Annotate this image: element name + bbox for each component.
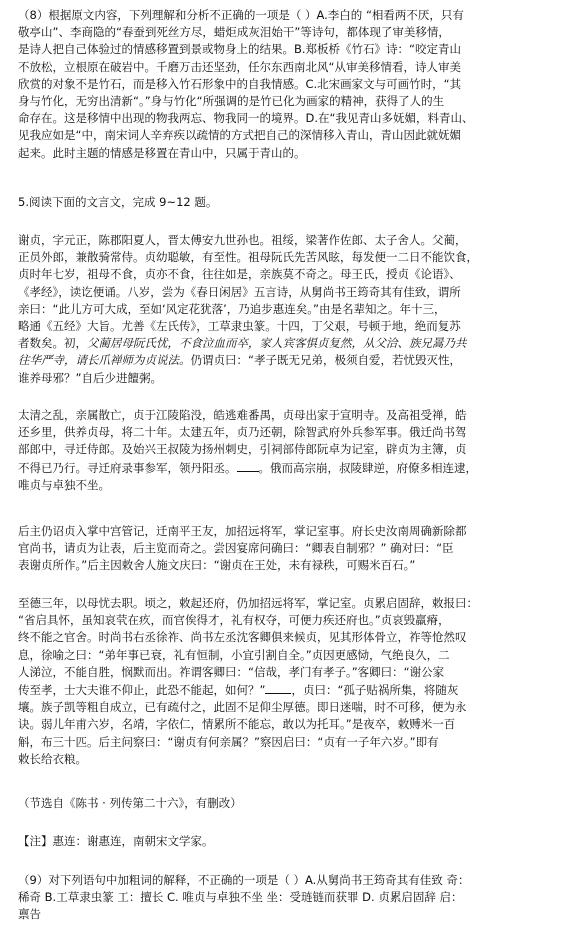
passage-line: 谢贞，字元正，陈郡阳夏人，晋太傅安九世孙也。祖绥，梁著作佐郎、太子舍人。父蔺， xyxy=(18,233,467,247)
passage-line: 还乡里，供养贞母，将二十年。太建五年，贞乃还朝，除智武府外兵参军事。俄迁尚书驾 xyxy=(18,425,467,440)
passage-line xyxy=(18,335,574,352)
passage-line: 斛，布三十匹。后主问察曰：“谢贞有何亲属？”察因启曰：“贞有一子年六岁。”即有 xyxy=(18,734,439,749)
footnote: 【注】惠连：谢惠连，南朝宋文学家。 xyxy=(18,834,214,848)
passage-line: 至德三年，以母忧去职。顷之，敕起还府，仍加招远将军，掌记室。贞累启固辞，敕报曰： xyxy=(18,596,478,610)
passage-text: ，贞曰：“孤子贴祸所集，将随灰 xyxy=(291,683,459,698)
q9-line: 稀奇 B.工草隶虫篆 工：擅长 C. 唯贞与卓独不坐 坐：受琏链而获罪 D. 贞累启固辞 启： xyxy=(18,890,463,905)
passage-line: 太清之乱，亲属散亡，贞于江陵陷没，皓逃难番禺，贞母出家于宣明寺。及高祖受禅，皓 xyxy=(18,408,467,422)
q8-line: （8）根据原文内容，下列理解和分析不正确的一项是（ ）A.李白的 “相看两不厌，只有 xyxy=(18,8,464,22)
q8-line: 欣赏的对象不是竹石，而是移入竹石形象中的自我情感。C.北宋画家文与可画竹时，“其 xyxy=(18,76,462,91)
passage-paragraph-2 xyxy=(0,407,586,494)
italic-sentence: 父蔺居母阮氏忧，不食泣血而卒，家人宾客惧贞复然，从父洽、族兄暠乃共 xyxy=(87,336,467,351)
passage-line: 略通《五经》大旨。尤善《左氏传》，工草隶虫篆。十四，丁父艰，号顿于地，绝而复苏 xyxy=(18,319,461,334)
question-9 xyxy=(0,872,586,924)
passage-paragraph-4 xyxy=(0,595,586,768)
passage-line: “省启具怀，虽知哀茕在疚，而官俟得才，礼有权夺，可便力疾还府也。”贞哀毁羸瘠， xyxy=(18,613,450,628)
q8-line: 敬亭山”、李商隐的“春蚕到死丝方尽，蜡炬成灰泪始干”等诗句，都体现了审美移情， xyxy=(18,25,450,40)
passage-line: 诀。弱儿年甫六岁，名靖，字依仁，情累所不能忘，敢以为托耳。”是夜卒，敕赙米一百 xyxy=(18,717,456,732)
passage-line: 贞时年七岁，祖母不食，贞亦不食，往往如是，亲族莫不奇之。母王氏，授贞《论语》、 xyxy=(18,267,461,282)
q8-line: 是诗人把自己体验过的情感移置到景或物身上的结果。B.郑板桥《竹石》诗：“咬定青山 xyxy=(18,42,461,57)
passage-text: 传至孝，士大夫谁不仰止，此恐不能起，如何？” xyxy=(18,683,266,698)
passage-line: 亲曰：“此儿方可大成，至如‘风定花犹落’，乃追步惠连矣。”由是名辈知之。年十三， xyxy=(18,301,446,316)
passage-line: 《孝经》，读讫便诵。八岁，尝为《春日闲居》五言诗，从舅尚书王筠奇其有佳致，谓所 xyxy=(18,284,461,299)
section-5-heading xyxy=(0,194,586,211)
passage-line: 官尚书，请贞为让表，后主览而奇之。尝因宴席问确曰：“卿表自制邪？” 确对曰：“臣 xyxy=(18,541,454,556)
q8-line: 命存在。这是移情中出现的物我两忘、物我同一的境界。D.在“我见青山多妩媚，料青山、 xyxy=(18,111,474,126)
passage-line: 表谢贞所作。”后主因敕舍人施文庆曰：“谢贞在王处，未有禄秩，可赐米百石。” xyxy=(18,558,416,573)
passage-note xyxy=(0,833,586,850)
passage-text: 者数矣。初， xyxy=(18,336,87,351)
passage-line: 后主仍诏贞入掌中宫管记，迁南平王友，加招远将军，掌记室事。府长史汝南周确新除都 xyxy=(18,524,467,538)
source-citation: （节选自《陈书 · 列传第二十六》，有删改） xyxy=(18,796,242,810)
q9-line: 禀告 xyxy=(18,907,41,922)
passage-line: 敕长给衣粮。 xyxy=(18,751,87,766)
passage-line: 壤。族子凯等粗自成立，已有疏付之，此固不足仰尘厚德。即日迷喘，时不可移，便为永 xyxy=(18,700,467,715)
question-8 xyxy=(0,7,586,162)
q8-line: 不放松，立根原在破岩中。千磨万击还坚劲，任尔东西南北风“从审美移情看，诗人审美 xyxy=(18,59,461,74)
passage-line: 唯贞与卓独不坐。 xyxy=(18,477,110,492)
q9-line: （9）对下列语句中加粗词的解释，不正确的一项是（ ）A.从舅尚书王筠奇其有佳致 奇： xyxy=(18,873,470,887)
passage-source xyxy=(0,795,586,812)
passage-line: 谁养母邪？”自后少进饘粥。 xyxy=(18,370,162,385)
passage-text: 仍谓贞曰：“孝子既无兄弟，极须自爱，若忧毁灭性， xyxy=(190,353,461,368)
passage-line: 息，徐喻之曰：“弟年事已衰，礼有恒制，小宜引割自全。”贞因更感恸，气绝良久，二 xyxy=(18,647,450,662)
passage-line: 部郎中，寻迁侍郎。及始兴王叔陵为扬州刺史，引祠部侍郎阮卓为记室，辟贞为主簿，贞 xyxy=(18,442,467,457)
passage-line xyxy=(18,459,574,477)
italic-sentence: 往华严寺，请长爪禅师为贞说法。 xyxy=(18,353,191,368)
q8-line: 起来。此时主题的情感是移置在青山中，只属于青山的。 xyxy=(18,145,306,160)
passage-line: 人涕泣，不能自胜，悯默而出。祚谓客卿曰：“信哉，孝门有孝子。”客卿曰：“谢公家 xyxy=(18,664,445,679)
passage-paragraph-1 xyxy=(0,232,586,387)
section-title: 5.阅读下面的文言文，完成 9~12 题。 xyxy=(18,195,218,209)
passage-text: 。俄而高宗崩，叔陵肆逆，府僚多相连逮， xyxy=(258,460,477,475)
passage-line: 正员外郎，兼散骑常侍。贞幼聪敏，有至性。祖母阮氏先苦风眩，每发便一二日不能饮食， xyxy=(18,250,478,265)
passage-line: 终不能之官舍。时尚书右丞徐祚、尚书左丞沈客卿俱来候贞，见其形体骨立，祚等怆然叹 xyxy=(18,630,467,645)
passage-text: 不得已乃行。寻迁府录事参军，领丹阳丞。 xyxy=(18,460,237,475)
q8-line: 身与竹化，无穷出清新“。”身与竹化“所强调的是竹已化为画家的精神，获得了人的生 xyxy=(18,94,445,109)
passage-line xyxy=(18,681,574,699)
passage-line xyxy=(18,352,574,369)
answer-blank xyxy=(237,459,259,472)
answer-blank xyxy=(265,681,291,694)
q8-line: 见我应如是“中，南宋词人辛弃疾以疏情的方式把自己的深情移入青山，青山因此就妩媚 xyxy=(18,128,461,143)
passage-paragraph-3 xyxy=(0,523,586,575)
